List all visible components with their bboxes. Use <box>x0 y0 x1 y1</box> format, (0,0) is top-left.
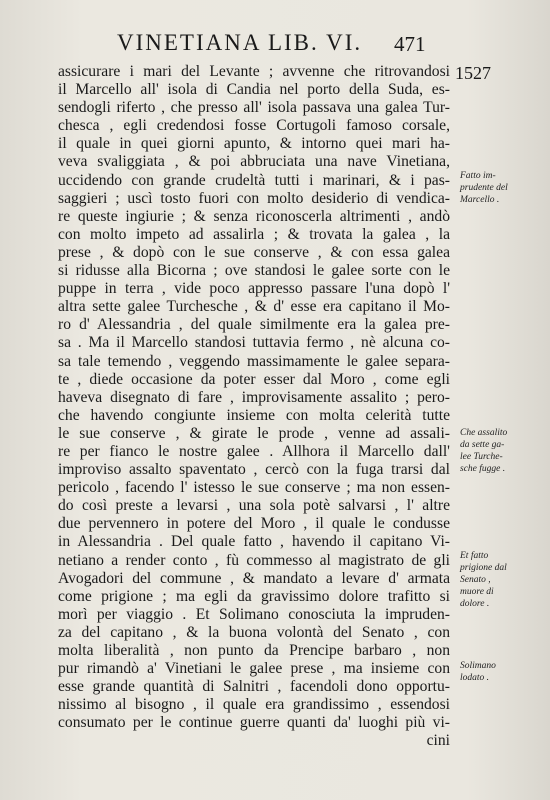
body-text <box>58 63 450 751</box>
text-line: te , diede occasione da poter esser dal Moro , come egli <box>58 370 450 388</box>
margin-note-line: prigione dal <box>460 563 507 573</box>
text-line: altra sette galee Turchesche , & d' esse era capitano il Mo- <box>58 298 450 316</box>
text-line: re per fianco le nostre galee . Allhora il Marcello dall' <box>58 442 450 460</box>
text-line: improviso assalto spaventato , cercò con la fuga trarsi dal <box>58 461 450 479</box>
margin-note-line: dolore . <box>460 599 490 609</box>
text-line: esse grande quantità di Salnitri , facendoli dono opportu- <box>58 678 450 696</box>
margin-note-line: Senato , <box>460 575 491 585</box>
margin-note-line: da sette ga- <box>460 440 505 450</box>
margin-note-line: Che assalito <box>460 428 508 438</box>
margin-year: 1527 <box>455 63 491 83</box>
text-line: assicurare i mari del Levante ; avvenne che ritrovandosi <box>58 63 450 80</box>
text-line: il quale in quei giorni apunto, & intorno quei mari ha- <box>58 135 450 153</box>
text-line: puppe in terra , vide poco appresso passare l'una dopò l' <box>58 280 450 298</box>
margin-note-line: Solimano <box>460 661 496 671</box>
text-line: le sue conserve , & girate le prode , venne ad assali- <box>58 424 450 442</box>
text-line: Avogadori del commune , & mandato a levare d' armata <box>58 569 450 587</box>
text-line: il Marcello all' isola di Candia nel porto della Suda, es- <box>58 81 450 99</box>
text-line: re queste ingiurie ; & senza riconoscerla altrimenti , andò <box>58 207 450 225</box>
text-line: do così preste a levarsi , una sola potè salvarsi , l' altre <box>58 497 450 515</box>
text-line: con molto impeto ad assalirla ; & trovata la galea , la <box>58 225 450 243</box>
text-line: ro d' Alessandria , del quale similmente era la galea pre- <box>58 316 450 334</box>
margin-note-imprudent <box>460 170 540 206</box>
margin-note-line: prudente del <box>460 183 508 193</box>
text-line: due pervennero in potere del Moro , il quale le condusse <box>58 515 450 533</box>
text-line: uccidendo con grande crudeltà tutti i marinari, & i pas- <box>58 171 450 189</box>
margin-note-line: lodato . <box>460 673 490 683</box>
text-line: chesca , egli credendosi fosse Cortugoli famoso corsale, <box>58 117 450 135</box>
text-line: consumato per le continue guerre quanti da' luoghi più vi- <box>58 714 450 732</box>
margin-note-line: lee Turche- <box>460 452 503 462</box>
text-line: za del capitano , & la buona volontà del Senato , con <box>58 623 450 641</box>
text-line: sa tale temendo , veggendo massimamente le galee separa- <box>58 352 450 370</box>
text-line: che havendo congiunte insieme con molta celerità tutte <box>58 406 450 424</box>
margin-note-line: Et fatto <box>460 551 489 561</box>
text-line: come prigione ; ma egli da gravissimo dolore trafitto si <box>58 587 450 605</box>
text-line: sendogli riferto , che presso all' isola passava una galea Tur- <box>58 99 450 117</box>
page-header <box>0 30 550 60</box>
margin-note-line: sche fugge . <box>460 464 506 474</box>
margin-note-line: muore di <box>460 587 494 597</box>
text-line: nissimo al bisogno , il quale era grandissimo , essendosi <box>58 696 450 714</box>
text-line: cini <box>426 732 450 750</box>
text-line: veva svaliggiata , & poi abbruciata una nave Vinetiana, <box>58 153 450 171</box>
margin-note-line: Marcello . <box>460 195 500 205</box>
text-line: si ridusse alla Bicorna ; ove standosi le galee sorte con le <box>58 262 450 280</box>
running-title: VINETIANA LIB. VI. <box>117 30 363 55</box>
text-line: sa . Ma il Marcello standosi tuttavia fermo , nè alcuna co- <box>58 334 450 352</box>
margin-note-solimano <box>460 660 540 684</box>
margin-note-prisoner <box>460 550 540 610</box>
text-line: pericolo , facendo l' istesso le sue conserve ; ma non essen- <box>58 479 450 497</box>
page-number: 471 <box>394 32 426 56</box>
text-line: molta liberalità , non punto da Prencipe barbaro , non <box>58 642 450 659</box>
text-line: netiano a render conto , fù commesso al magistrato de gli <box>58 551 450 569</box>
text-line: haveva disegnato di fare , improvisamente assalito ; pero- <box>58 388 450 406</box>
text-line: saggieri ; uscì tosto fuori con molto desiderio di vendica- <box>58 189 450 207</box>
text-line: prese , & dopò con le sue conserve , & con essa galea <box>58 243 450 261</box>
text-line: morì per viaggio . Et Solimano conosciuta la impruden- <box>58 605 450 623</box>
text-line: in Alessandria . Del quale fatto , havendo il capitano Vi- <box>58 533 450 551</box>
margin-note-attacked <box>460 427 540 475</box>
text-line: pur rimandò a' Vinetiani le galee prese , ma insieme con <box>58 660 450 678</box>
margin-note-line: Fatto im- <box>460 171 496 181</box>
